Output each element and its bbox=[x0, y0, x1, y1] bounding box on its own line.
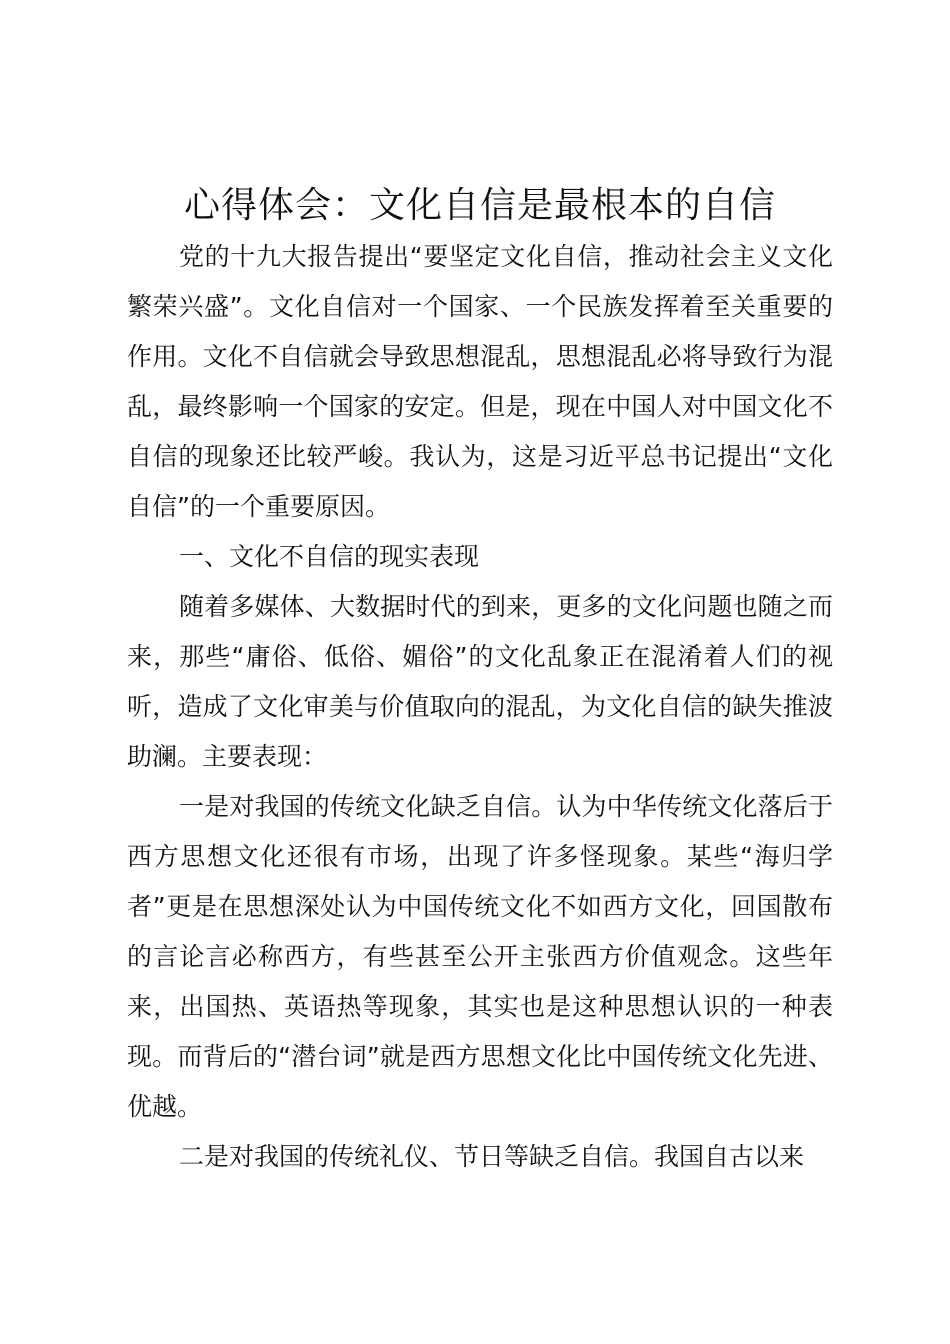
document-page bbox=[127, 180, 833, 1182]
section-heading-1: 一、文化不自信的现实表现 bbox=[179, 542, 480, 571]
paragraph-point-1: 一是对我国的传统文化缺乏自信。认为中华传统文化落后于西方思想文化还很有市场，出现了许多怪现象。某些“海归学者”更是在思想深处认为中国传统文化不如西方文化，回国散布的言论言必称西方，有些甚至公开主张西方价值观念。这些年来，出国热、英语热等现象，其实也是这种思想认识的一种表现。而背后的“潜台词”就是西方思想文化比中国传统文化先进、优越。 bbox=[127, 792, 833, 1121]
paragraph-context: 随着多媒体、大数据时代的到来，更多的文化问题也随之而来，那些“庸俗、低俗、媚俗”的文化乱象正在混淆着人们的视听，造成了文化审美与价值取向的混乱，为文化自信的缺失推波助澜。主要表现： bbox=[127, 592, 833, 771]
paragraph-point-2: 二是对我国的传统礼仪、节日等缺乏自信。我国自古以来 bbox=[179, 1142, 805, 1171]
document-title: 心得体会：文化自信是最根本的自信 bbox=[183, 185, 776, 226]
paragraph-intro: 党的十九大报告提出“要坚定文化自信，推动社会主义文化繁荣兴盛”。文化自信对一个国家、一个民族发挥着至关重要的作用。文化不自信就会导致思想混乱，思想混乱必将导致行为混乱，最终影响一个国家的安定。但是，现在中国人对中国文化不自信的现象还比较严峻。我认为，这是习近平总书记提出“文化自信”的一个重要原因。 bbox=[127, 242, 833, 521]
